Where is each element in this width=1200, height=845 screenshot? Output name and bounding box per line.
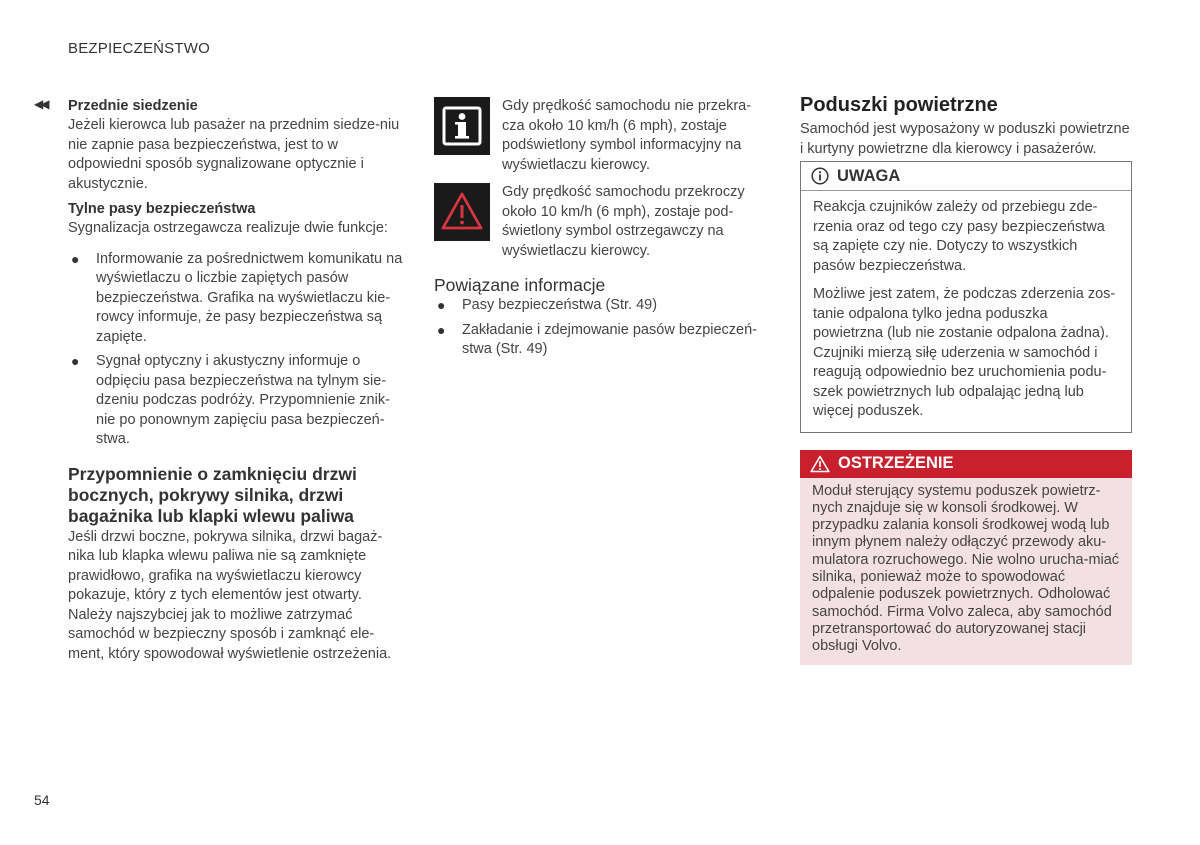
warning-symbol-row (434, 183, 769, 261)
list-item-text: Sygnał optyczny i akustyczny informuje o odpięciu pasa bezpieczeństwa na tylnym sie-dzeniu podczas podróży. Przypomnienie znik-nie po ponownym zapięciu pasa bezpieczeń-stwa. (96, 353, 390, 447)
warning-text: Moduł sterujący systemu poduszek powietrz-nych znajduje się w konsoli środkowej. W przypadku zalania konsoli środkowej wodą lub innym płynem należy odłączyć przewody aku-mulatora rozruchowego. Nie wolno urucha-miać silnika, ponieważ może to spowodować odpalenie poduszek powietrznych. Odholować samochód. Firma Volvo zaleca, aby samochód przetransportować do autoryzowanej stacji obsługi Volvo. (812, 482, 1120, 655)
related-links-list (434, 296, 769, 360)
rear-belts-heading: Tylne pasy bezpieczeństwa (68, 201, 256, 217)
note-label: UWAGA (837, 166, 901, 185)
note-body (801, 191, 1131, 432)
info-symbol-icon (434, 97, 490, 155)
rear-belts-list (68, 250, 403, 450)
warning-box (800, 450, 1132, 666)
column-right (800, 93, 1132, 665)
warning-header (800, 450, 1132, 478)
doors-heading: Przypomnienie o zamknięciu drzwi bocznych, pokrywy silnika, drzwi bagażnika lub klapki wlewu paliwa (68, 463, 357, 526)
related-heading: Powiązane informacje (434, 275, 606, 295)
info-symbol-row (434, 97, 769, 175)
warning-triangle-icon (810, 455, 830, 473)
bullet-icon: ● (437, 297, 446, 313)
list-item (68, 352, 403, 450)
column-left (68, 97, 403, 664)
doors-text: Jeśli drzwi boczne, pokrywa silnika, drzwi bagaż-nika lub klapka wlewu paliwa nie są zamknięte prawidłowo, grafika na wyświetlaczu kierowcy pokazuje, który z tych elementów jest otwarty. Należy najszybciej jak to możliwe zatrzymać samochód w bezpieczny sposób i zamknąć ele-ment, który spowodował wyświetlenie ostrzeżenia. (68, 528, 392, 662)
warning-symbol-text: Gdy prędkość samochodu przekroczy około 10 km/h (6 mph), zostaje pod-świetlony symbol ostrzegawczy na wyświetlaczu kierowcy. (502, 184, 745, 259)
column-middle (434, 97, 769, 360)
warning-body (800, 478, 1132, 666)
front-seat-heading: Przednie siedzenie (68, 98, 198, 114)
warning-label: OSTRZEŻENIE (838, 454, 954, 472)
note-paragraph: Możliwe jest zatem, że podczas zderzenia zos-tanie odpalona tylko jedna poduszka powietrzna (lub nie zostanie odpalona żadna). Czujniki mierzą siłę uderzenia w samochód i reagują odpowiednio bez uruchomienia podu-szek powietrznych lub odpalając jedną lub więcej poduszek. (813, 286, 1116, 419)
double-chevron-left-icon[interactable]: ◀◀ (34, 97, 47, 111)
bullet-icon: ● (437, 321, 446, 338)
note-paragraph: Reakcja czujników zależy od przebiegu zde-rzenia oraz od tego czy pasy bezpieczeństwa są zapięte czy nie. Dotyczy to wszystkich pasów bezpieczeństwa. (813, 199, 1105, 274)
note-header (801, 162, 1131, 191)
info-symbol-text: Gdy prędkość samochodu nie przekra-cza około 10 km/h (6 mph), zostaje podświetlony symbol informacyjny na wyświetlaczu kierowcy. (502, 98, 752, 173)
front-seat-text: Jeżeli kierowca lub pasażer na przednim siedze-niu nie zapnie pasa bezpieczeństwa, jest to w odpowiedni sposób sygnalizowane optycznie i akustycznie. (68, 117, 400, 192)
airbags-heading: Poduszki powietrzne (800, 94, 998, 116)
note-box (800, 161, 1132, 433)
list-item-text: Informowanie za pośrednictwem komunikatu na wyświetlaczu o liczbie zapiętych pasów bezpieczeństwa. Grafika na wyświetlaczu kie-rowcy informuje, że pasy bezpieczeństwa są zapięte. (96, 250, 403, 345)
rear-belts-intro: Sygnalizacja ostrzegawcza realizuje dwie funkcje: (68, 220, 388, 236)
bullet-icon: ● (71, 250, 80, 267)
section-title: BEZPIECZEŃSTWO (68, 40, 210, 57)
related-link[interactable] (434, 296, 769, 316)
bullet-icon: ● (71, 353, 80, 369)
warning-symbol-icon (434, 183, 490, 241)
related-link-text[interactable]: Zakładanie i zdejmowanie pasów bezpieczeń-stwa (Str. 49) (462, 321, 757, 357)
info-circle-icon (811, 167, 829, 185)
page-number: 54 (34, 792, 50, 808)
related-link-text[interactable]: Pasy bezpieczeństwa (Str. 49) (462, 297, 658, 313)
list-item (68, 250, 403, 348)
related-link[interactable] (434, 321, 769, 360)
airbags-intro: Samochód jest wyposażony w poduszki powietrzne i kurtyny powietrzne dla kierowcy i pasażerów. (800, 121, 1130, 157)
